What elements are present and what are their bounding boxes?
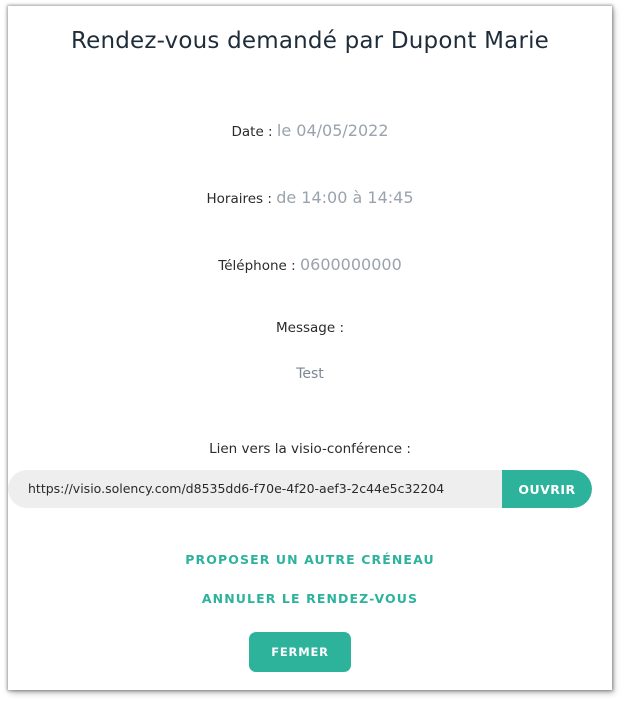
close-button[interactable]: FERMER bbox=[249, 632, 351, 672]
date-label: Date : bbox=[231, 124, 277, 140]
date-value: le 04/05/2022 bbox=[276, 121, 389, 140]
date-row bbox=[8, 121, 612, 140]
hours-row bbox=[8, 188, 612, 207]
phone-label: Téléphone : bbox=[218, 258, 300, 274]
cancel-appointment-link[interactable]: ANNULER LE RENDEZ-VOUS bbox=[201, 591, 419, 606]
open-visio-button[interactable]: OUVRIR bbox=[502, 470, 592, 508]
phone-value: 0600000000 bbox=[299, 255, 402, 274]
visio-link-url[interactable]: https://visio.solency.com/d8535dd6-f70e-4f20-aef3-2c44e5c32204 bbox=[28, 481, 445, 496]
message-value: Test bbox=[296, 366, 324, 382]
propose-other-slot-link[interactable]: PROPOSER UN AUTRE CRÉNEAU bbox=[185, 552, 435, 567]
appointment-modal bbox=[8, 6, 612, 690]
message-label: Message : bbox=[275, 320, 344, 336]
hours-label: Horaires : bbox=[206, 191, 277, 207]
hours-value: de 14:00 à 14:45 bbox=[276, 188, 414, 207]
visio-link-field[interactable] bbox=[8, 470, 592, 508]
phone-row bbox=[8, 255, 612, 274]
visio-link-label: Lien vers la visio-conférence : bbox=[209, 441, 411, 457]
modal-title: Rendez-vous demandé par Dupont Marie bbox=[70, 28, 550, 54]
